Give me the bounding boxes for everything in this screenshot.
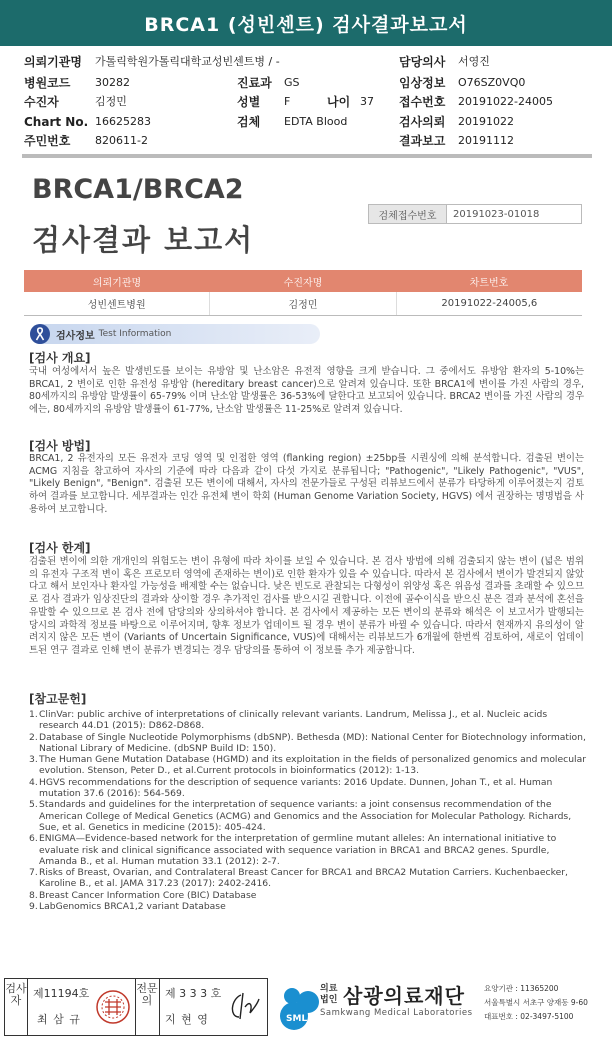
list-item: 8. Breast Cancer Information Core (BIC) Database <box>29 889 257 901</box>
chart-value: 16625283 <box>95 115 151 128</box>
section-bar-test-info <box>30 324 320 344</box>
limit-text: 검출된 변이에 의한 개개인의 위험도는 변이 유형에 따라 차이를 보일 수 있습니다. 본 검사 방법에 의해 검출되지 않는 변이 (넓은 범위의 유전자 구조적 변이 혹은 프로모터 영역에 존재하는 변이)로 인한 환자가 있을 수 있습니다. 따라서 본 검사에서 변이가 발견되지 않았다고 해서 보인자나 환자일 가능성을 배제할 수는 없습니다. 낮은 빈도로 관찰되는 다형성이 위양성 혹은 위음성 결과를 초래할 수 있으므로 검사 결과가 임상진단의 결과와 상이할 경우 추가적인 검사를 받으시길 권합니다. 이전에 골수이식을 받으신 분은 결과 분석에 혼선을 유발할 수 있으므로 본 검사 전에 담당의와 상의하셔야 합니다. 본 검사에서 제공하는 모든 변이의 분류와 해석은 이 보고서가 발행되는 당시의 과학적 정보를 바탕으로 이루어지며, 향후 정보가 업데이트 될 경우 변이 분류가 바뀔 수 있습니다. 따라서 현재까지 유의성이 알려지지 않은 모든 변이 (Variants of Uncertain Significance, VUS)에 대해서는 리뷰보드가 6개월에 한번씩 검토하여, 새로이 업데이트된 연구 결과로 인해 변이 분류가 변경되는 경우 담당의를 통하여 이 정보를 추가 제공합니다. <box>29 556 584 656</box>
doctor-label: 담당의사 <box>399 55 446 69</box>
age-value: 37 <box>360 95 374 108</box>
limit-title: [검사 한계] <box>29 541 91 555</box>
td-chart: 20191022-24005,6 <box>396 292 582 315</box>
examinee-value: 김정민 <box>95 95 127 108</box>
th-chart: 차트번호 <box>469 277 509 289</box>
sex-value: F <box>284 95 291 108</box>
signature-mark <box>223 987 263 1027</box>
overview-title: [검사 개요] <box>29 351 91 365</box>
org-info-phone: 대표번호 : 02-3497-5100 <box>484 1012 574 1021</box>
org-name: 삼광의료재단 <box>343 984 465 1008</box>
footer <box>0 974 612 1040</box>
signature-box <box>4 978 268 1036</box>
section-bar-en: Test Information <box>98 329 172 339</box>
org-english: Samkwang Medical Laboratories <box>320 1008 473 1018</box>
institution-value: 가톨릭학원가톨릭대학교성빈센트병 / - <box>95 55 280 68</box>
examinee-label: 수진자 <box>24 95 59 109</box>
td-examinee: 김정민 <box>209 292 395 315</box>
doctor-value: 서영진 <box>458 55 490 68</box>
hospital-code-label: 병원코드 <box>24 76 71 90</box>
list-item: 1. ClinVar: public archive of interpretations of clinically relevant variants. Landrum, Melissa J., et al. Nucleic acids research 44.D1 (2015): D862-D868. <box>29 709 548 732</box>
age-label: 나이 <box>327 95 351 109</box>
list-item: 6. ENIGMA—Evidence-based network for the interpretation of germline mutant alleles: An international initiative to evaluate risk and clinical significance associated with sequence variation in BRCA1 and BRCA2 genes. Spurdle, Amanda B., et al. Human mutation 33.1 (2012): 2-7. <box>29 833 557 867</box>
info-table-header <box>24 270 582 292</box>
th-institution: 의뢰기관명 <box>92 277 142 289</box>
list-item: 7. Risks of Breast, Ovarian, and Contralateral Breast Cancer for BRCA1 and BRCA2 Mutation Carriers. Kuchenbaecker, Karoline B., et al. JAMA 317.23 (2017): 2402-2416. <box>29 867 568 890</box>
th-examinee: 수진자명 <box>283 277 323 289</box>
table-row <box>24 292 582 316</box>
info-table <box>24 270 582 316</box>
list-item: 2. Database of Single Nucleotide Polymorphisms (dbSNP). Bethesda (MD): National Center for Biotechnology information, National Library of Medicine. (dbSNP Build ID: 150). <box>29 731 586 754</box>
test-request-label: 검사의뢰 <box>399 115 446 129</box>
overview-text: 국내 여성에서서 높은 발생빈도를 보이는 유방암 및 난소암은 유전적 영향을 크게 받습니다. 그 중에서도 유방암 환자의 5-10%는 BRCA1, 2 변이로 인한 유전성 유방암 (hereditary breast cancer)으로 알려져 있습니다. 또한 BRCA1에 변이를 가진 사람의 경우, 80세까지의 유방암 발생률이 65-79% 이며 난소암 발생률은 36-53%에 달한다고 보고되어 있습니다. BRCA2 변이를 가진 사람의 경우에는, 80세까지의 유방암 발생률이 61-77%, 난소암 발생률은 11-25%로 알려져 있습니다. <box>29 366 584 416</box>
org-info-code: 요양기관 : 11365200 <box>484 984 559 993</box>
divider <box>22 154 592 158</box>
report-title: BRCA1 (성빈센트) 검사결과보고서 <box>0 0 612 46</box>
receipt-box-value: 20191023-01018 <box>453 208 540 220</box>
rrn-value: 820611-2 <box>95 134 148 147</box>
section-bar-ko: 검사정보 <box>56 330 95 342</box>
org-info-address: 서울특별시 서초구 양재동 9-60 <box>484 998 588 1007</box>
specimen-value: EDTA Blood <box>284 115 348 128</box>
specialist-license: 제 3 3 3 호 <box>165 987 222 1000</box>
examiner-label: 검사자 <box>5 982 27 1007</box>
report-date-label: 결과보고 <box>399 134 446 148</box>
list-item: 5. Standards and guidelines for the interpretation of sequence variants: a joint consensus recommendation of the American College of Medical Genetics (ACMG) and Genomics and the Association for Molecular Pathology. Richards, Sue, et al. Genetics in medicine (2015): 405-424. <box>29 799 572 833</box>
report-date-value: 20191112 <box>458 134 514 147</box>
report-document <box>24 166 594 974</box>
receipt-value: 20191022-24005 <box>458 95 553 108</box>
reference-list <box>29 709 589 912</box>
list-item: 4. HGVS recommendations for the description of sequence variants: 2016 Update. Dunnen, Johan T., et al. Human mutation 37.6 (2016): 564-569. <box>29 776 553 800</box>
clinical-label: 임상정보 <box>399 76 446 90</box>
specialist-label: 전문의 <box>136 982 158 1007</box>
dept-label: 진료과 <box>237 76 272 90</box>
test-request-value: 20191022 <box>458 115 514 128</box>
chart-label: Chart No. <box>24 115 89 129</box>
org-info <box>484 982 588 1024</box>
receipt-label: 접수번호 <box>399 95 446 109</box>
td-institution: 성빈센트병원 <box>87 300 146 311</box>
examiner-name: 최 삼 규 <box>37 1013 81 1026</box>
hospital-code-value: 30282 <box>95 76 130 89</box>
org-tag: 의료 법인 <box>320 984 338 1005</box>
examiner-license: 제11194호 <box>33 987 90 1000</box>
rrn-label: 주민번호 <box>24 134 71 148</box>
patient-meta <box>0 46 612 166</box>
list-item: 3. The Human Gene Mutation Database (HGMD) and its exploitation in the fields of personalized genomics and molecular evolution. Stenson, Peter D., et al.Current protocols in bioinformatics (2012): 1-13. <box>29 754 586 777</box>
receipt-box <box>368 204 582 224</box>
org-logo-text: SML <box>286 1014 308 1024</box>
method-title: [검사 방법] <box>29 439 91 453</box>
list-item: 9. LabGenomics BRCA1,2 variant Database <box>29 901 226 913</box>
doc-title-gene: BRCA1/BRCA2 <box>32 174 244 205</box>
specialist-name: 지 현 영 <box>165 1013 209 1026</box>
institution-label: 의뢰기관명 <box>24 55 82 69</box>
refs-title: [참고문헌] <box>29 692 87 706</box>
clinical-value: O76SZ0VQ0 <box>458 76 526 89</box>
specimen-label: 검체 <box>237 115 261 129</box>
ribbon-icon <box>30 324 50 344</box>
receipt-box-label: 검체접수번호 <box>369 205 447 223</box>
method-text: BRCA1, 2 유전자의 모든 유전자 코딩 영역 및 인접한 영역 (flanking region) ±25bp를 시퀀싱에 의해 분석합니다. 검출된 변이는 ACMG 지침을 참고하여 자사의 기준에 따라 다음과 같이 다섯 가지로 분류됩니다; "Pathogenic", "Likely Pathogenic", "VUS", "Likely Benign", "Benign". 검출된 모든 변이에 대해서, 자사의 전문가들로 구성된 리뷰보드에서 분류가 타당하게 이루어졌는지 검토하여 결과를 보고합니다. 세부결과는 인간 유전체 변이 학회 (Human Genome Variation Society, HGVS) 에서 권장하는 명명법을 사용하여 보고합니다. <box>29 453 584 515</box>
dept-value: GS <box>284 76 300 89</box>
doc-title-report: 검사결과 보고서 <box>32 223 255 257</box>
seal-stamp <box>95 989 131 1025</box>
sex-label: 성별 <box>237 95 261 109</box>
